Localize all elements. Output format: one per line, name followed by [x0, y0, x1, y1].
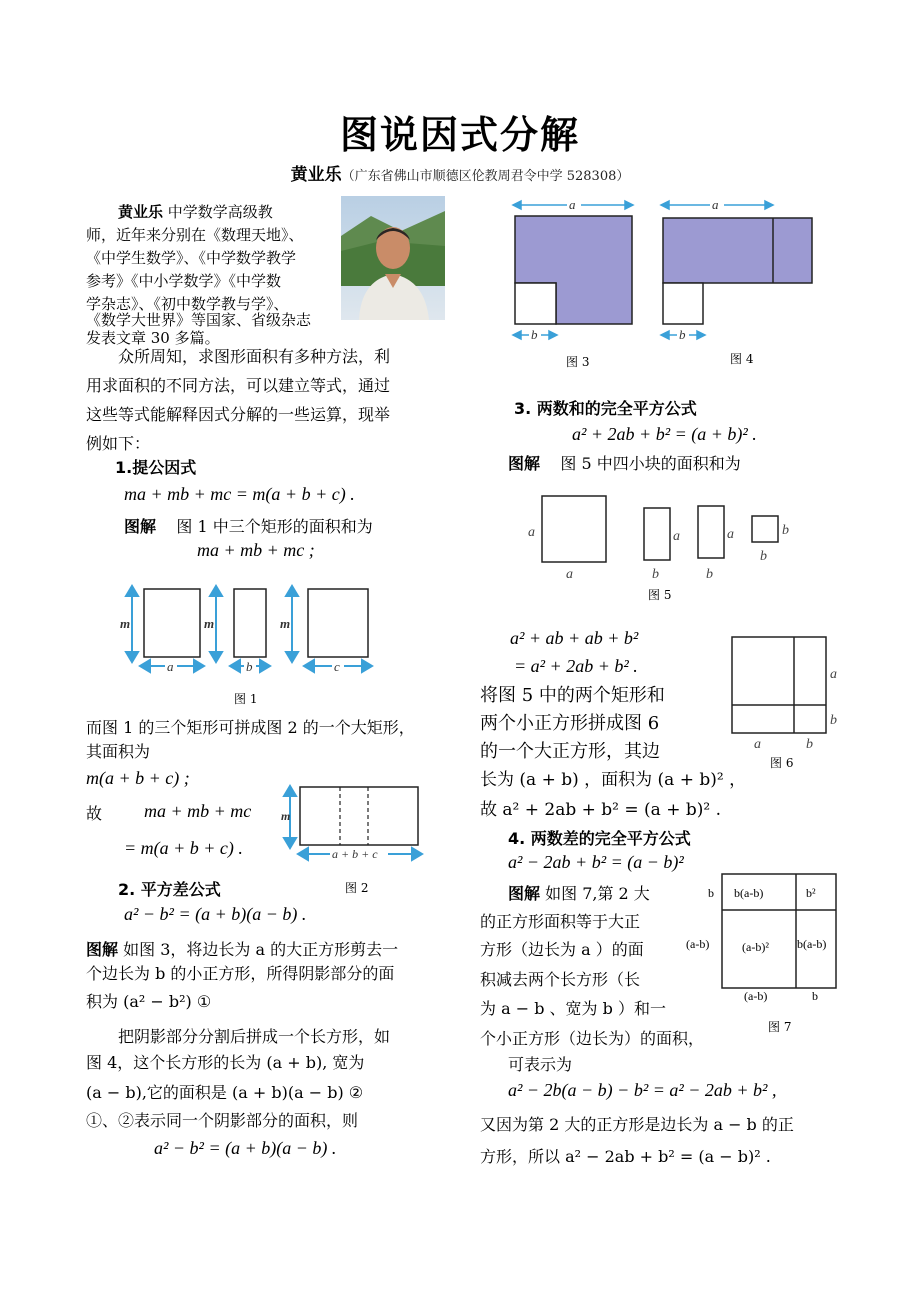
fig5-a-rect2: a: [727, 527, 734, 542]
intro-line-1: 众所周知，求图形面积有多种方法，利: [118, 347, 391, 366]
section3-p3: 的一个大正方形，其边: [480, 741, 660, 762]
intro-line-3: 这些等式能解释因式分解的一些运算，现举: [86, 405, 391, 424]
section3-p1: 将图 5 中的两个矩形和: [480, 685, 665, 706]
section1-f5: = m(a + b + c) .: [124, 838, 243, 858]
section3-p2: 两个小正方形拼成图 6: [480, 713, 660, 734]
section1-heading: 1.提公因式: [115, 458, 197, 477]
section4-line-2: 的正方形面积等于大正: [480, 912, 641, 931]
section4-f2: a² − 2b(a − b) − b² = a² − 2ab + b² ,: [508, 1080, 777, 1100]
section4-line-6: 个小正方形（边长为）的面积，: [480, 1029, 705, 1048]
section1-f3: m(a + b + c) ;: [86, 768, 190, 788]
fig1-m-label-3: m: [280, 616, 291, 631]
author-line: [0, 160, 920, 185]
fig7-left-b: b: [708, 886, 714, 900]
fig7-bottom-b: b: [812, 989, 818, 1003]
fig5-b-rect1: b: [652, 567, 659, 582]
figure-6: [722, 632, 848, 752]
fig7-bottom-ab: (a-b): [744, 989, 768, 1003]
page-title: 图说因式分解: [339, 113, 580, 157]
fig4-a-label: a: [712, 197, 719, 212]
figure-3: [505, 196, 645, 346]
section1-tujie-line: 图解 图 1 中三个矩形的面积和为: [124, 517, 373, 536]
section4-line-4: 积减去两个长方形（长: [480, 970, 641, 989]
fig7-left-ab: (a-b): [686, 937, 710, 951]
section2-formula: a² − b² = (a + b)(a − b) .: [124, 904, 307, 924]
section2-line-5: 图 4，这个长方形的长为 (a + b), 宽为: [86, 1053, 365, 1072]
section1-f4: ma + mb + mc: [144, 801, 252, 821]
section2-formula2: a² − b² = (a + b)(a − b) .: [154, 1138, 337, 1158]
figure-1: [112, 582, 452, 682]
bio-line-1: 黄业乐 中学数学高级教: [118, 203, 273, 221]
section1-gu: 故: [86, 804, 103, 823]
section2-line-4: 把阴影部分分割后拼成一个长方形，如: [118, 1027, 391, 1046]
section1-p1: 而图 1 的三个矩形可拼成图 2 的一个大矩形，: [86, 718, 415, 737]
figure-5: [522, 488, 802, 586]
fig5-a-left: a: [528, 525, 535, 540]
intro-line-2: 用求面积的不同方法，可以建立等式，通过: [86, 376, 391, 395]
section4-line-1: 图解 如图 7,第 2 大: [508, 884, 650, 903]
section1-formula2: ma + mb + mc ;: [197, 540, 315, 560]
fig6-a-bottom: a: [754, 737, 761, 752]
figure-4: [655, 196, 825, 346]
fig3-a-label: a: [569, 197, 576, 212]
fig1-caption: 图 1: [234, 692, 258, 706]
fig6-b-bottom: b: [806, 737, 813, 752]
fig5-a-rect1: a: [673, 529, 680, 544]
section2-line-6: (a − b),它的面积是 (a + b)(a − b) ②: [86, 1083, 364, 1102]
fig2-m-label: m: [281, 809, 291, 823]
author-name: 黄业乐: [290, 165, 342, 185]
fig1-c-label: c: [334, 659, 340, 674]
fig1-m-label-2: m: [204, 616, 215, 631]
bio-line-4: 参考》《中小学数学》《中学数: [86, 272, 282, 290]
section2-line-7: ①、②表示同一个阴影部分的面积，则: [86, 1111, 359, 1130]
fig7-cell-bottom-left: (a-b)²: [742, 940, 769, 954]
intro-line-4: 例如下：: [86, 434, 151, 453]
bio-line-2: 师，近年来分别在《数理天地》、: [86, 226, 304, 244]
section3-p4: 长为 (a + b) ，面积为 (a + b)² ，: [480, 770, 747, 790]
fig5-a-bottom: a: [566, 567, 573, 582]
fig4-b-label: b: [679, 327, 686, 342]
fig2-abc-label: a + b + c: [332, 847, 378, 861]
section4-formula: a² − 2ab + b² = (a − b)²: [508, 852, 684, 872]
section1-p2: 其面积为: [86, 742, 151, 761]
fig5-b-square-side: b: [782, 523, 789, 538]
fig1-m-label-1: m: [120, 616, 131, 631]
fig1-b-label: b: [246, 659, 253, 674]
figure-7: [684, 870, 844, 1018]
section3-tujie-line: 图解 图 5 中四小块的面积和为: [508, 454, 741, 473]
bio-line-5: 学杂志》、《初中数学教与学》、: [86, 295, 289, 313]
section2-line-1: 图解 如图 3，将边长为 a 的大正方形剪去一: [86, 940, 399, 959]
author-photo: [341, 196, 445, 320]
section4-line-3: 方形（边长为 a ）的面: [480, 940, 644, 959]
fig7-cell-bottom-right: b(a-b): [797, 937, 827, 951]
fig7-caption: 图 7: [768, 1020, 792, 1034]
bio-line-6: 《数学大世界》等国家、省级杂志: [86, 311, 312, 329]
fig6-b-right: b: [830, 713, 837, 728]
section1-formula: ma + mb + mc = m(a + b + c) .: [124, 484, 355, 504]
bio-line-7: 发表文章 30 多篇。: [86, 329, 220, 347]
section4-line-9: 方形，所以 a² − 2ab + b² = (a − b)² .: [480, 1147, 771, 1166]
fig6-caption: 图 6: [770, 756, 794, 770]
section4-line-8: 又因为第 2 大的正方形是边长为 a − b 的正: [480, 1115, 794, 1134]
bio-line-3: 《中学生数学》、《中学数学教学: [86, 249, 297, 267]
fig7-cell-top-right: b²: [806, 886, 816, 900]
figure-2: [278, 782, 438, 866]
section2-line-3: 积为 (a² − b²) ①: [86, 992, 212, 1011]
fig4-caption: 图 4: [730, 352, 754, 366]
fig3-caption: 图 3: [566, 355, 590, 369]
fig7-cell-top-left: b(a-b): [734, 886, 764, 900]
fig5-b-rect2: b: [706, 567, 713, 582]
author-affiliation: （广东省佛山市顺德区伦教周君令中学 528308）: [341, 169, 630, 184]
section3-f3: = a² + 2ab + b² .: [514, 656, 638, 676]
fig3-b-label: b: [531, 327, 538, 342]
section3-p5: 故 a² + 2ab + b² = (a + b)² .: [480, 800, 721, 820]
fig5-b-square-bottom: b: [760, 549, 767, 564]
fig5-caption: 图 5: [648, 588, 672, 602]
section2-line-2: 个边长为 b 的小正方形，所得阴影部分的面: [86, 964, 395, 983]
section3-formula: a² + 2ab + b² = (a + b)² .: [572, 424, 757, 444]
section3-f2: a² + ab + ab + b²: [510, 628, 639, 648]
section2-heading: 2. 平方差公式: [118, 880, 221, 899]
bio-name: 黄业乐: [118, 203, 164, 221]
section3-heading: 3. 两数和的完全平方公式: [514, 399, 697, 418]
fig1-a-label: a: [167, 659, 174, 674]
section4-line-5: 为 a − b 、宽为 b ）和一: [480, 999, 666, 1018]
fig2-caption: 图 2: [345, 881, 369, 895]
fig6-a-right: a: [830, 667, 837, 682]
section4-line-7: 可表示为: [508, 1055, 573, 1074]
section4-heading: 4. 两数差的完全平方公式: [508, 829, 691, 848]
